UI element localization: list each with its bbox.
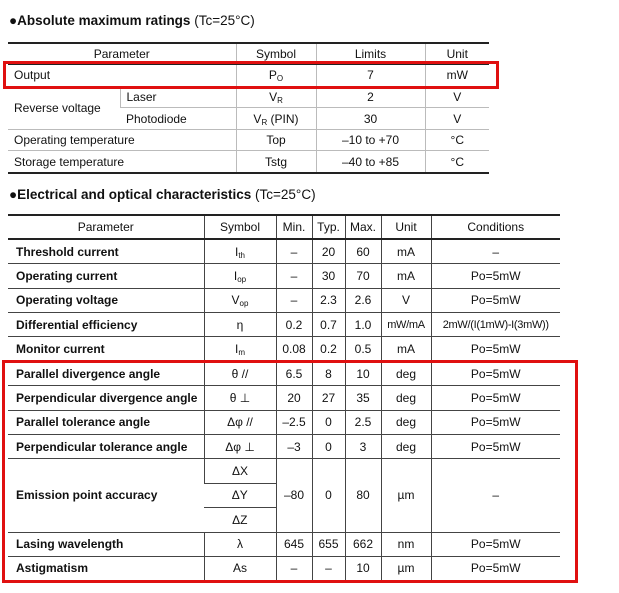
param-threshold: Threshold current xyxy=(8,239,204,263)
electrical-table xyxy=(8,214,560,582)
param-operating-voltage: Operating voltage xyxy=(8,288,204,312)
symbol-main: P xyxy=(268,68,277,83)
table-header-row xyxy=(8,43,489,65)
max-threshold: 60 xyxy=(345,239,381,263)
unit-perp-tol: deg xyxy=(381,435,431,459)
symbol-suffix: (PIN) xyxy=(267,111,299,126)
min-differential: 0.2 xyxy=(276,313,312,337)
subparam-photodiode: Photodiode xyxy=(120,108,236,130)
typ-lasing: 655 xyxy=(312,532,345,556)
cond-threshold: – xyxy=(431,239,560,263)
param-monitor: Monitor current xyxy=(8,337,204,361)
min-parallel-div: 6.5 xyxy=(276,361,312,385)
unit-astig: µm xyxy=(381,556,431,580)
table-row xyxy=(8,435,560,459)
cond-perp-div: Po=5mW xyxy=(431,386,560,410)
absolute-ratings-table xyxy=(8,42,489,174)
symbol-perp-tol: Δφ ⊥ xyxy=(204,435,276,459)
param-operating-current: Operating current xyxy=(8,264,204,288)
cond-parallel-tol: Po=5mW xyxy=(431,410,560,434)
unit-lasing: nm xyxy=(381,532,431,556)
max-operating-voltage: 2.6 xyxy=(345,288,381,312)
limits-output: 7 xyxy=(316,65,425,87)
table-header-row xyxy=(8,215,560,239)
max-astig: 10 xyxy=(345,556,381,580)
table-row xyxy=(8,337,560,361)
max-lasing: 662 xyxy=(345,532,381,556)
param-perp-tol: Perpendicular tolerance angle xyxy=(8,435,204,459)
max-parallel-tol: 2.5 xyxy=(345,410,381,434)
electrical-title xyxy=(9,187,316,202)
table-row xyxy=(8,239,560,263)
min-parallel-tol: –2.5 xyxy=(276,410,312,434)
typ-emission: 0 xyxy=(312,459,345,532)
symbol-sub: th xyxy=(238,250,245,260)
unit-output: mW xyxy=(425,65,489,87)
symbol-operating-voltage xyxy=(204,288,276,312)
header-unit: Unit xyxy=(425,43,489,65)
symbol-sub: R xyxy=(261,117,268,127)
subparam-laser: Laser xyxy=(120,86,236,108)
min-emission: –80 xyxy=(276,459,312,532)
cond-perp-tol: Po=5mW xyxy=(431,435,560,459)
table-row xyxy=(8,264,560,288)
max-operating-current: 70 xyxy=(345,264,381,288)
table-row xyxy=(8,459,560,483)
header-unit: Unit xyxy=(381,215,431,239)
bullet: ● xyxy=(9,187,18,202)
header-typ: Typ. xyxy=(312,215,345,239)
header-limits: Limits xyxy=(316,43,425,65)
param-output: Output xyxy=(8,65,236,87)
symbol-main: V xyxy=(269,89,278,104)
limits-storage-temp: –40 to +85 xyxy=(316,151,425,173)
max-perp-tol: 3 xyxy=(345,435,381,459)
typ-threshold: 20 xyxy=(312,239,345,263)
header-conditions: Conditions xyxy=(431,215,560,239)
symbol-sub: m xyxy=(238,348,245,358)
header-parameter: Parameter xyxy=(8,215,204,239)
absolute-ratings-heading: Absolute maximum ratings xyxy=(17,13,191,28)
symbol-threshold xyxy=(204,239,276,263)
table-row xyxy=(8,556,560,580)
header-symbol: Symbol xyxy=(236,43,316,65)
symbol-emission-y: ΔY xyxy=(204,483,276,507)
typ-perp-div: 27 xyxy=(312,386,345,410)
typ-parallel-div: 8 xyxy=(312,361,345,385)
bullet: ● xyxy=(9,13,18,28)
table-row xyxy=(8,410,560,434)
cond-monitor: Po=5mW xyxy=(431,337,560,361)
symbol-main: I xyxy=(234,244,239,259)
symbol-monitor xyxy=(204,337,276,361)
limits-photodiode: 30 xyxy=(316,108,425,130)
min-perp-div: 20 xyxy=(276,386,312,410)
symbol-main: I xyxy=(233,268,238,283)
unit-photodiode: V xyxy=(425,108,489,130)
cond-operating-current: Po=5mW xyxy=(431,264,560,288)
symbol-operating-current xyxy=(204,264,276,288)
param-perp-div: Perpendicular divergence angle xyxy=(8,386,204,410)
unit-operating-temp: °C xyxy=(425,129,489,151)
symbol-photodiode xyxy=(236,108,316,130)
param-parallel-tol: Parallel tolerance angle xyxy=(8,410,204,434)
electrical-heading: Electrical and optical characteristics xyxy=(17,187,252,202)
symbol-main: V xyxy=(231,293,240,308)
typ-monitor: 0.2 xyxy=(312,337,345,361)
unit-operating-voltage: V xyxy=(381,288,431,312)
param-lasing: Lasing wavelength xyxy=(8,532,204,556)
header-min: Min. xyxy=(276,215,312,239)
cond-parallel-div: Po=5mW xyxy=(431,361,560,385)
absolute-ratings-condition: (Tc=25°C) xyxy=(194,13,255,28)
table-row xyxy=(8,361,560,385)
min-threshold: – xyxy=(276,239,312,263)
min-lasing: 645 xyxy=(276,532,312,556)
param-astig: Astigmatism xyxy=(8,556,204,580)
max-monitor: 0.5 xyxy=(345,337,381,361)
cond-lasing: Po=5mW xyxy=(431,532,560,556)
electrical-condition: (Tc=25°C) xyxy=(255,187,316,202)
table-row xyxy=(8,65,489,87)
table-row xyxy=(8,86,489,108)
symbol-operating-temp: Top xyxy=(236,129,316,151)
typ-perp-tol: 0 xyxy=(312,435,345,459)
symbol-emission-x: ΔX xyxy=(204,459,276,483)
symbol-differential: η xyxy=(204,313,276,337)
symbol-main: I xyxy=(234,342,239,357)
min-monitor: 0.08 xyxy=(276,337,312,361)
max-differential: 1.0 xyxy=(345,313,381,337)
symbol-parallel-tol: Δφ // xyxy=(204,410,276,434)
header-parameter: Parameter xyxy=(8,43,236,65)
min-astig: – xyxy=(276,556,312,580)
unit-laser: V xyxy=(425,86,489,108)
symbol-perp-div: θ ⊥ xyxy=(204,386,276,410)
symbol-parallel-div: θ // xyxy=(204,361,276,385)
param-differential: Differential efficiency xyxy=(8,313,204,337)
unit-parallel-tol: deg xyxy=(381,410,431,434)
max-perp-div: 35 xyxy=(345,386,381,410)
unit-parallel-div: deg xyxy=(381,361,431,385)
table-row xyxy=(8,129,489,151)
unit-operating-current: mA xyxy=(381,264,431,288)
unit-emission: µm xyxy=(381,459,431,532)
table-row xyxy=(8,288,560,312)
cond-astig: Po=5mW xyxy=(431,556,560,580)
symbol-emission-z: ΔZ xyxy=(204,508,276,532)
symbol-sub: op xyxy=(237,274,247,284)
param-reverse-voltage: Reverse voltage xyxy=(8,86,120,129)
cond-differential: 2mW/(I(1mW)-I(3mW)) xyxy=(431,313,560,337)
param-parallel-div: Parallel divergence angle xyxy=(8,361,204,385)
symbol-output xyxy=(236,65,316,87)
min-operating-current: – xyxy=(276,264,312,288)
table-row xyxy=(8,313,560,337)
symbol-main: V xyxy=(253,111,262,126)
unit-threshold: mA xyxy=(381,239,431,263)
typ-operating-current: 30 xyxy=(312,264,345,288)
header-symbol: Symbol xyxy=(204,215,276,239)
cond-operating-voltage: Po=5mW xyxy=(431,288,560,312)
unit-differential: mW/mA xyxy=(381,313,431,337)
absolute-ratings-title xyxy=(9,13,255,28)
table-row xyxy=(8,386,560,410)
symbol-sub: O xyxy=(276,74,284,84)
symbol-storage-temp: Tstg xyxy=(236,151,316,173)
limits-operating-temp: –10 to +70 xyxy=(316,129,425,151)
cond-emission: – xyxy=(431,459,560,532)
max-parallel-div: 10 xyxy=(345,361,381,385)
typ-operating-voltage: 2.3 xyxy=(312,288,345,312)
param-operating-temp: Operating temperature xyxy=(8,129,236,151)
min-operating-voltage: – xyxy=(276,288,312,312)
unit-storage-temp: °C xyxy=(425,151,489,173)
typ-astig: – xyxy=(312,556,345,580)
table-row xyxy=(8,532,560,556)
unit-monitor: mA xyxy=(381,337,431,361)
min-perp-tol: –3 xyxy=(276,435,312,459)
symbol-sub: op xyxy=(239,299,249,309)
unit-perp-div: deg xyxy=(381,386,431,410)
typ-parallel-tol: 0 xyxy=(312,410,345,434)
typ-differential: 0.7 xyxy=(312,313,345,337)
header-max: Max. xyxy=(345,215,381,239)
limits-laser: 2 xyxy=(316,86,425,108)
symbol-sub: R xyxy=(277,95,283,105)
symbol-lasing: λ xyxy=(204,532,276,556)
max-emission: 80 xyxy=(345,459,381,532)
param-storage-temp: Storage temperature xyxy=(8,151,236,173)
symbol-astig: As xyxy=(204,556,276,580)
param-emission: Emission point accuracy xyxy=(8,459,204,532)
symbol-laser xyxy=(236,86,316,108)
table-row xyxy=(8,151,489,173)
